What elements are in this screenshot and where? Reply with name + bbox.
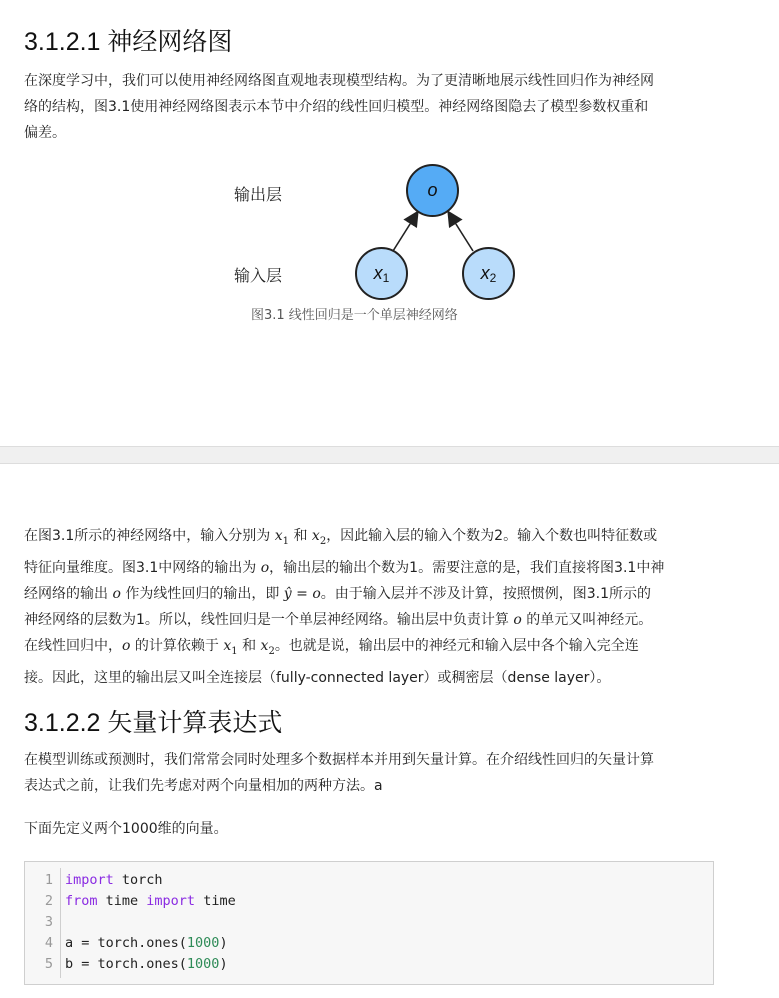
- p2-text: 特征向量维度。图3.1中网络的输出为: [24, 559, 261, 576]
- page-break-divider: [0, 446, 779, 464]
- output-layer-label: 输出层: [234, 185, 283, 204]
- math-o: o: [122, 637, 131, 654]
- input-node-x1: [355, 247, 408, 300]
- input-node-x2-var: x: [480, 263, 490, 283]
- math-sub: 1: [231, 645, 238, 657]
- math-o: o: [112, 585, 121, 602]
- arrow-x1-to-o: [393, 213, 417, 251]
- p2-text: 的计算依赖于: [130, 637, 224, 654]
- input-node-x1-sub: 1: [382, 270, 390, 285]
- code-block[interactable]: [24, 861, 714, 985]
- code-token: ): [219, 956, 228, 972]
- line-number: 5: [44, 956, 53, 972]
- define-vectors-paragraph: 下面先定义两个1000维的向量。: [24, 821, 228, 837]
- figure-explanation-paragraph: [24, 523, 724, 691]
- code-text: [65, 954, 228, 975]
- line-number: 3: [44, 914, 53, 930]
- vector-intro-line-2: 表达式之前，让我们先考虑对两个向量相加的两种方法。a: [24, 778, 383, 794]
- code-line: [25, 891, 713, 912]
- code-token: time: [195, 893, 236, 909]
- code-token: b = torch.ones(: [65, 956, 187, 972]
- intro-line-3: 偏差。: [24, 125, 66, 141]
- line-number: 2: [44, 893, 53, 909]
- code-text: [65, 870, 163, 891]
- math-sub: 2: [319, 535, 327, 547]
- code-token: ): [219, 935, 228, 951]
- p2-text: 在线性回归中，: [24, 637, 122, 654]
- line-number: 1: [44, 872, 53, 888]
- p2-text: 和: [289, 528, 312, 544]
- p2-text: 的单元又叫神经元。: [521, 611, 653, 628]
- math-var: x: [223, 637, 232, 654]
- p2-text: 接。因此，这里的输出层又叫全连接层（fully-connected layer）或稠密层（dense layer）。: [24, 669, 611, 686]
- number-literal: 1000: [186, 956, 220, 972]
- keyword: import: [65, 872, 114, 888]
- p2-text: 。由于输入层并不涉及计算，按照惯例，图3.1所示的: [320, 585, 652, 602]
- code-token: a = torch.ones(: [65, 935, 187, 951]
- number-literal: 1000: [186, 935, 220, 951]
- p2-text: 神经网络的层数为1。所以，线性回归是一个单层神经网络。输出层中负责计算: [24, 611, 514, 628]
- code-line: [25, 933, 713, 954]
- figure-caption: 图3.1 线性回归是一个单层神经网络: [251, 308, 458, 323]
- keyword: from: [65, 893, 98, 909]
- code-token: time: [97, 893, 147, 909]
- math-equation: ŷ = o: [283, 585, 321, 602]
- math-var: x: [260, 637, 269, 654]
- code-text: [65, 933, 228, 954]
- code-token: torch: [113, 872, 163, 888]
- p2-text: 。也就是说，输出层中的神经元和输入层中各个输入完全连: [274, 637, 639, 654]
- p2-text: 作为线性回归的输出，即: [120, 585, 284, 602]
- intro-line-1: 在深度学习中，我们可以使用神经网络图直观地表现模型结构。为了更清晰地展示线性回归作为神经网: [24, 73, 654, 89]
- p2-text: 和: [237, 637, 261, 654]
- code-line: [25, 912, 713, 933]
- input-node-x2-sub: 2: [489, 270, 497, 285]
- p2-text: ，输出层的输出个数为1。需要注意的是，我们直接将图3.1中神: [269, 559, 665, 576]
- math-o: o: [513, 611, 522, 628]
- p2-text: 在图3.1所示的神经网络中，输入分别为: [24, 528, 275, 544]
- code-line: [25, 954, 713, 975]
- code-line: [25, 870, 713, 891]
- math-x2: [260, 637, 275, 657]
- keyword: import: [146, 893, 196, 909]
- math-sub: 1: [282, 535, 289, 547]
- math-var: x: [311, 528, 320, 544]
- section-title-neural-network-diagram: 3.1.2.1 神经网络图: [24, 28, 233, 56]
- input-node-x2: [462, 247, 515, 300]
- math-x1: [274, 528, 289, 547]
- vector-intro-paragraph: [24, 747, 724, 799]
- p2-text: 经网络的输出: [24, 585, 113, 602]
- vector-intro-line-1: 在模型训练或预测时，我们常常会同时处理多个数据样本并用到矢量计算。在介绍线性回归的矢量计算: [24, 752, 654, 768]
- line-number: 4: [44, 935, 53, 951]
- math-var: x: [274, 528, 283, 544]
- math-o: o: [260, 559, 270, 576]
- p2-text: ，因此输入层的输入个数为2。输入个数也叫特征数或: [326, 528, 658, 544]
- input-node-x1-var: x: [373, 263, 383, 283]
- input-layer-label: 输入层: [234, 266, 283, 285]
- output-node-o: [406, 164, 459, 217]
- math-x1: [223, 637, 238, 657]
- arrow-x2-to-o: [449, 213, 473, 251]
- code-text: [65, 891, 236, 912]
- intro-line-2: 络的结构，图3.1使用神经网络图表示本节中介绍的线性回归模型。神经网络图隐去了模型参数权重和: [24, 99, 649, 115]
- math-sub: 2: [268, 645, 275, 657]
- math-x2: [311, 528, 327, 547]
- section-title-vector-expression: 3.1.2.2 矢量计算表达式: [24, 709, 283, 737]
- output-node-label: o: [427, 180, 438, 200]
